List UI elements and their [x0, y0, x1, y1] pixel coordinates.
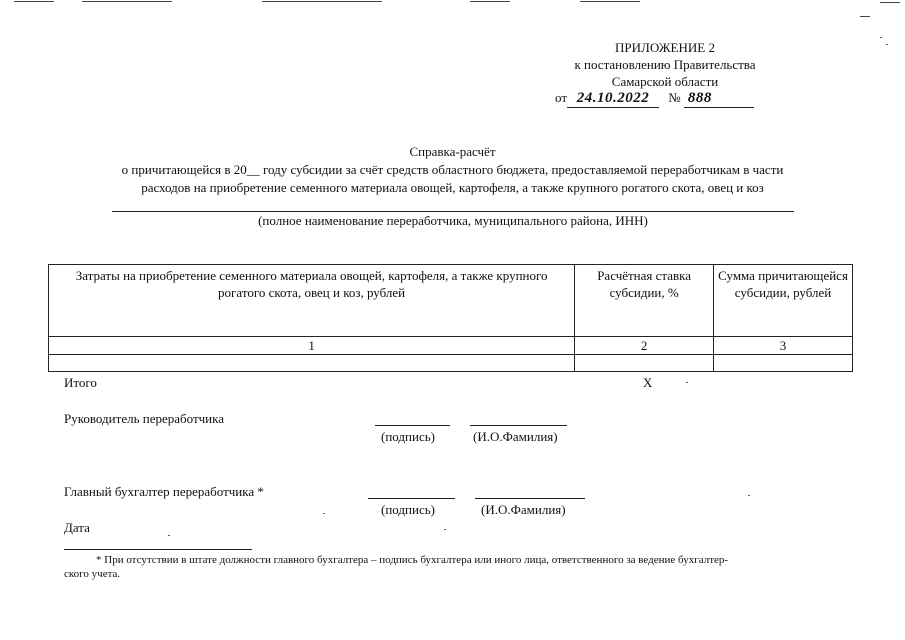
scan-artifact [860, 16, 870, 17]
document-subtitle-2: расходов на приобретение семенного материала овощей, картофеля, а также крупного рогатого скота, овец и коз [141, 180, 764, 195]
scan-artifact [880, 2, 900, 3]
total-label: Итого [64, 375, 97, 390]
name-line [112, 211, 794, 212]
footnote-divider [64, 549, 252, 550]
column-number-2: 2 [575, 337, 714, 355]
scan-artifact [323, 513, 325, 514]
head-signature-line [375, 425, 450, 426]
number-value: 888 [684, 90, 754, 108]
column-number-1: 1 [49, 337, 575, 355]
total-mark: X [643, 375, 653, 390]
footnote [64, 553, 864, 581]
scan-artifact [82, 1, 172, 2]
header-subsidy: Сумма причитающейся субсидии, рублей [714, 265, 853, 337]
head-label: Руководитель переработчика [64, 411, 225, 426]
appendix-header [535, 39, 795, 90]
date-label: Дата [64, 520, 90, 535]
scan-artifact [686, 382, 688, 383]
document-heading: Справка-расчёт [409, 144, 496, 159]
accountant-signature-caption: (подпись) [381, 502, 435, 517]
appendix-line-1: к постановлению Правительства [574, 57, 756, 72]
table-number-row [49, 337, 853, 355]
scan-artifact [262, 1, 382, 2]
accountant-name-caption: (И.О.Фамилия) [481, 502, 566, 517]
scan-artifact [580, 1, 640, 2]
scan-artifact [14, 1, 54, 2]
header-rate: Расчётная ставка субсидии, % [575, 265, 714, 337]
footnote-line-2: ского учета. [64, 568, 121, 580]
table-cell-rate [575, 355, 714, 372]
appendix-title: ПРИЛОЖЕНИЕ 2 [615, 40, 715, 55]
scan-artifact [470, 1, 510, 2]
name-caption: (полное наименование переработчика, муниципального района, ИНН) [258, 213, 648, 228]
date-value: 24.10.2022 [567, 90, 659, 108]
scan-artifact [886, 44, 888, 45]
number-prefix: № [668, 90, 681, 105]
appendix-line-2: Самарской области [611, 74, 719, 89]
scan-artifact [168, 535, 170, 536]
footnote-line-1: * При отсутствии в штате должности главного бухгалтера – подпись бухгалтера или иного лица, ответственного за ведение бухгалтер- [96, 554, 729, 566]
document-subtitle-1: о причитающейся в 20__ году субсидии за счёт средств областного бюджета, предоставляемой переработчикам в части [121, 162, 784, 177]
scan-artifact [444, 529, 446, 530]
head-name-caption: (И.О.Фамилия) [473, 429, 558, 444]
calculation-table [48, 264, 853, 372]
accountant-label: Главный бухгалтер переработчика * [64, 484, 264, 499]
header-costs: Затраты на приобретение семенного материала овощей, картофеля, а также крупного рогатого скота, овец и коз, рублей [49, 265, 575, 337]
table-row [49, 355, 853, 372]
column-number-3: 3 [714, 337, 853, 355]
head-name-line [470, 425, 567, 426]
appendix-date-line [555, 90, 754, 108]
table-cell-costs [49, 355, 575, 372]
table-cell-subsidy [714, 355, 853, 372]
accountant-name-line [475, 498, 585, 499]
head-signature-caption: (подпись) [381, 429, 435, 444]
table-header-row [49, 265, 853, 337]
accountant-signature-line [368, 498, 455, 499]
document-title-block [20, 143, 885, 197]
scan-artifact [880, 37, 882, 38]
scan-artifact [748, 495, 750, 496]
date-prefix: от [555, 90, 568, 105]
